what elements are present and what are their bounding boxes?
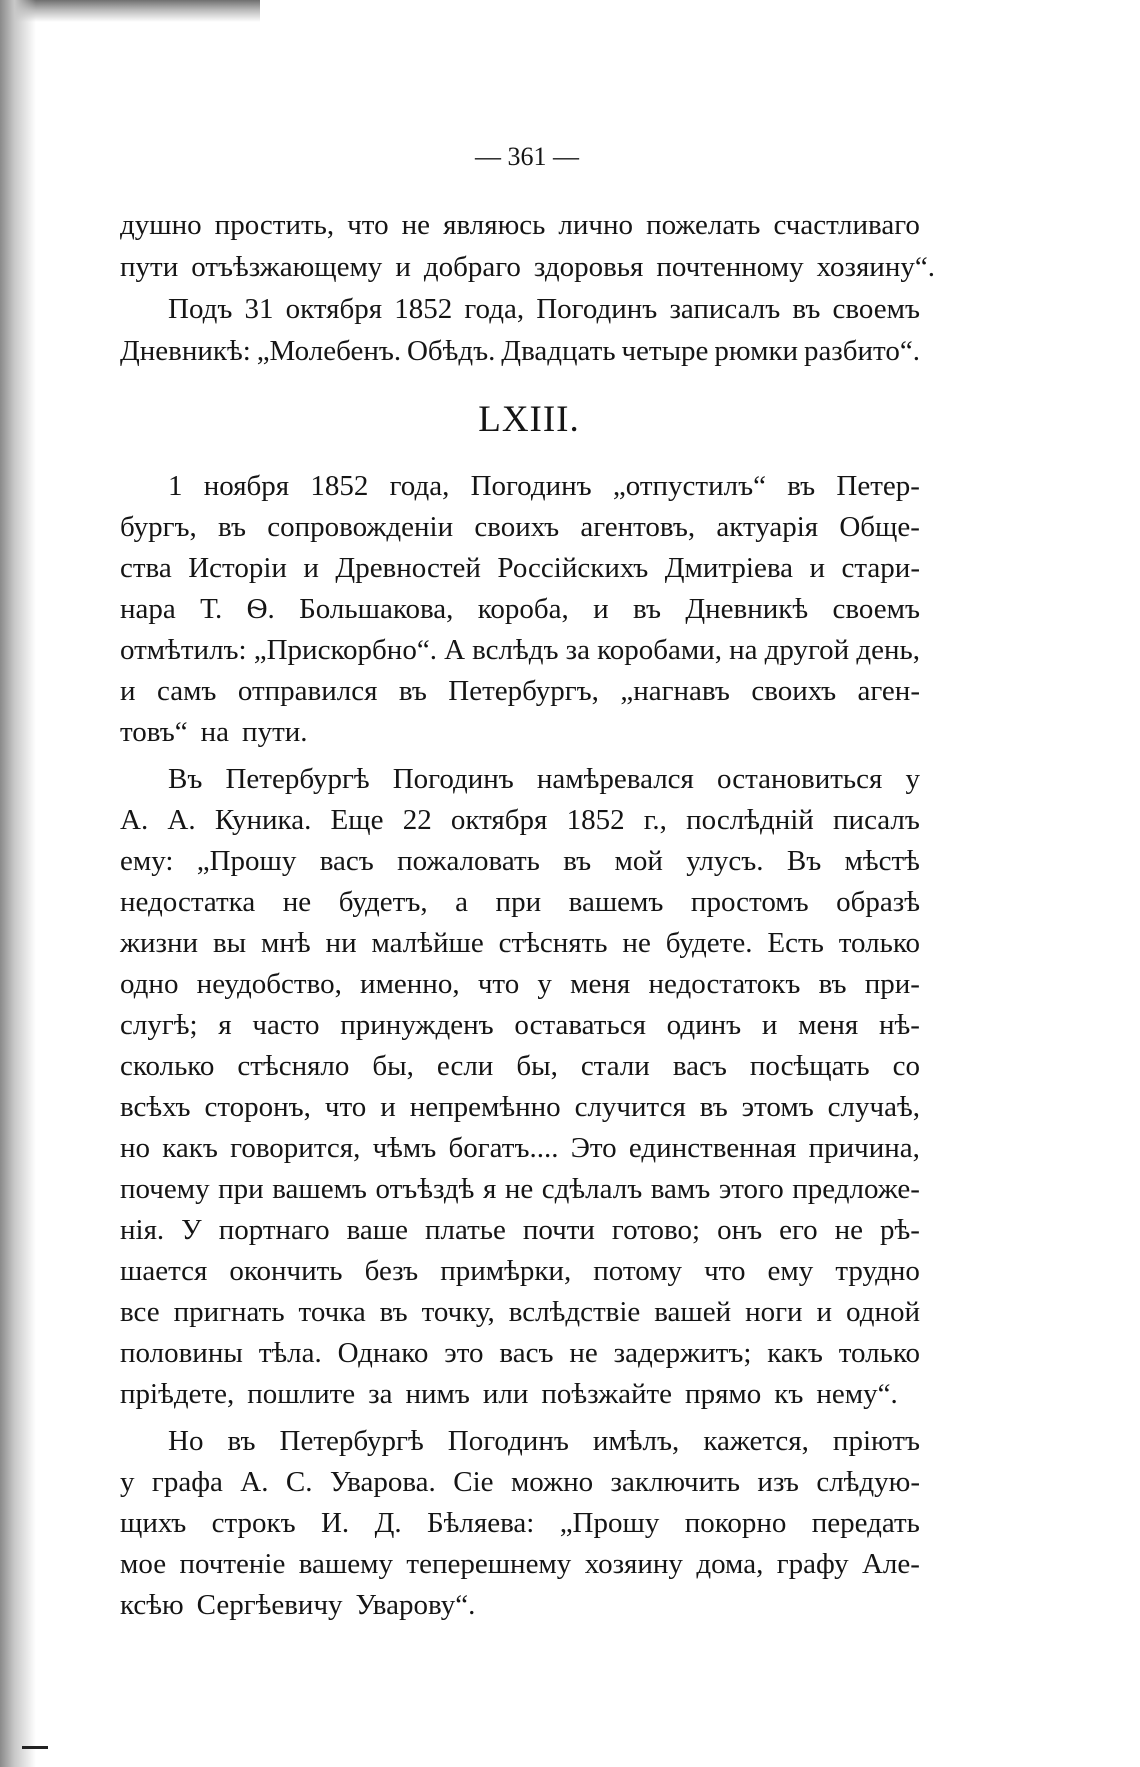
text-line: и самъ отправился въ Петербургъ, „нагнавъ своихъ аген- bbox=[120, 675, 920, 707]
text-line: 1 ноября 1852 года, Погодинъ „отпустилъ“ въ Петер- bbox=[168, 470, 920, 502]
text-line: нара Т. Ѳ. Большакова, короба, и въ Дневникѣ своемъ bbox=[120, 593, 920, 625]
text-line: почему при вашемъ отъѣздѣ я не сдѣлалъ вамъ этого предложе- bbox=[120, 1173, 920, 1205]
text-line: шается окончить безъ примѣрки, потому что ему трудно bbox=[120, 1255, 920, 1287]
text-line: жизни вы мнѣ ни малѣйше стѣснять не будете. Есть только bbox=[120, 927, 920, 959]
text-line: Но въ Петербургѣ Погодинъ имѣлъ, кажется, пріютъ bbox=[168, 1425, 920, 1457]
text-line: одно неудобство, именно, что у меня недостатокъ въ при- bbox=[120, 968, 920, 1000]
text-line: Въ Петербургѣ Погодинъ намѣревался остановиться у bbox=[168, 763, 920, 795]
paragraph-1 bbox=[120, 466, 920, 753]
scan-shadow-left bbox=[0, 0, 36, 1767]
book-page bbox=[120, 140, 935, 1626]
text-line: ства Исторіи и Древностей Россійскихъ Дмитріева и стари- bbox=[120, 552, 920, 584]
text-line: половины тѣла. Однако это васъ не задержитъ; какъ только bbox=[120, 1337, 920, 1369]
text-line: ему: „Прошу васъ пожаловать въ мой улусъ. Въ мѣстѣ bbox=[120, 845, 920, 877]
text-line: но какъ говорится, чѣмъ богатъ.... Это единственная причина, bbox=[120, 1132, 920, 1164]
paragraph-2 bbox=[120, 759, 920, 1415]
intro-text bbox=[120, 204, 935, 372]
text-line: отмѣтилъ: „Прискорбно“. А вслѣдъ за коробами, на другой день, bbox=[120, 634, 920, 666]
text-line: щихъ строкъ И. Д. Бѣляева: „Прошу покорно передать bbox=[120, 1507, 920, 1539]
text-line: всѣхъ сторонъ, что и непремѣнно случится въ этомъ случаѣ, bbox=[120, 1091, 920, 1123]
text-line: сколько стѣсняло бы, если бы, стали васъ посѣщать со bbox=[120, 1050, 920, 1082]
text-line: слугѣ; я часто принужденъ оставаться одинъ и меня нѣ- bbox=[120, 1009, 920, 1041]
text-line: товъ“ на пути. bbox=[120, 716, 308, 748]
scan-mark bbox=[22, 1746, 48, 1749]
paragraph-3 bbox=[120, 1421, 920, 1626]
text-line: нія. У портнаго ваше платье почти готово; онъ его не рѣ- bbox=[120, 1214, 920, 1246]
text-line: мое почтеніе вашему теперешнему хозяину дома, графу Але- bbox=[120, 1548, 920, 1580]
text-line: ксѣю Сергѣевичу Уварову“. bbox=[120, 1589, 476, 1621]
page-number: — 361 — bbox=[475, 142, 579, 171]
text-line: бургъ, въ сопровожденіи своихъ агентовъ, актуарія Обще- bbox=[120, 511, 920, 543]
text-line: пріѣдете, пошлите за нимъ или поѣзжайте прямо къ нему“. bbox=[120, 1378, 898, 1410]
text-line: душно простить, что не являюсь лично пожелать счастливаго bbox=[120, 209, 920, 241]
text-line: пути отъѣзжающему и добраго здоровья почтенному хозяину“. bbox=[120, 251, 935, 283]
text-line: недостатка не будетъ, а при вашемъ простомъ образѣ bbox=[120, 886, 920, 918]
text-line: у графа А. С. Уварова. Сіе можно заключить изъ слѣдую- bbox=[120, 1466, 920, 1498]
scan-shadow-top bbox=[0, 0, 260, 22]
text-line: Подъ 31 октября 1852 года, Погодинъ записалъ въ своемъ bbox=[168, 293, 920, 325]
text-line: А. А. Куника. Еще 22 октября 1852 г., послѣдній писалъ bbox=[120, 804, 920, 836]
section-heading: LXIII. bbox=[478, 399, 580, 440]
text-line: Дневникѣ: „Молебенъ. Обѣдъ. Двадцать четыре рюмки разбито“. bbox=[120, 335, 920, 367]
text-line: все пригнать точка въ точку, вслѣдствіе вашей ноги и одной bbox=[120, 1296, 920, 1328]
